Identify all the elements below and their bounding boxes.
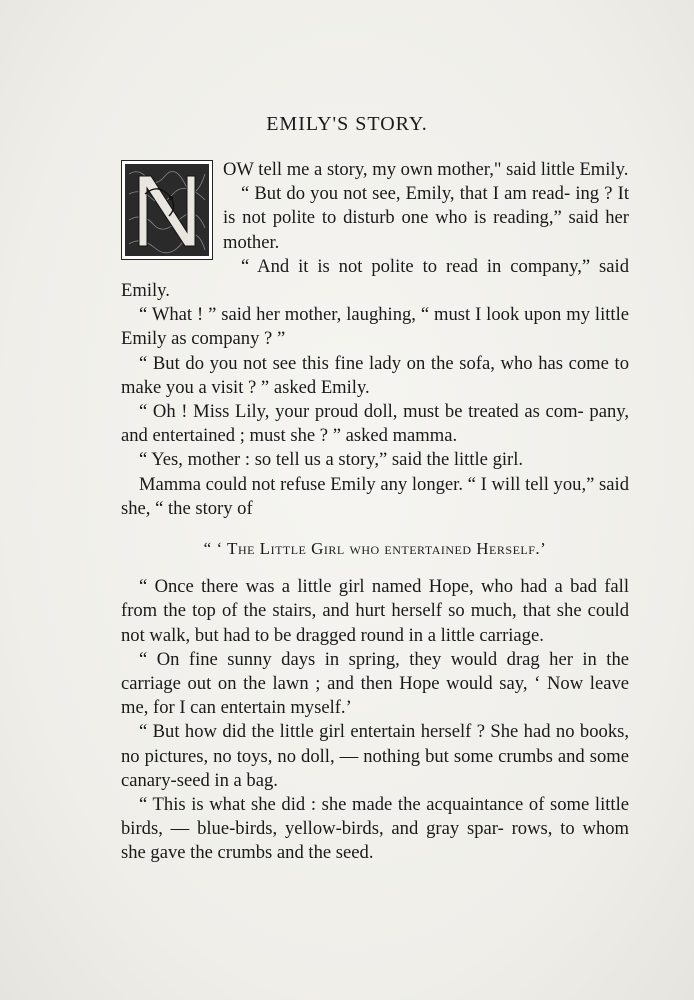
body-text [121, 158, 629, 866]
drop-cap-ornament-icon [125, 164, 209, 256]
paragraph: “ But do you not see, Emily, that I am read- ing ? It is not polite to disturb one who is reading,” said her mother. [223, 183, 629, 253]
story-paragraph: “ On fine sunny days in spring, they would drag her in the carriage out on the lawn ; and then Hope would say, ‘ Now leave me, for I can entertain myself.’ [121, 648, 629, 719]
opening-line: OW tell me a story, my own mother," said little Emily. [223, 159, 629, 180]
paragraph: “ Yes, mother : so tell us a story,” said the little girl. [139, 449, 524, 471]
paragraph: “ What ! ” said her mother, laughing, “ must I look upon my little Emily as company ? ” [121, 304, 629, 350]
story-paragraph: “ But how did the little girl entertain herself ? She had no books, no pictures, no toys, no doll, — nothing but some crumbs and some canary-seed in a bag. [121, 721, 629, 791]
paragraph: “ Oh ! Miss Lily, your proud doll, must be treated as com- pany, and entertained ; must she ? ” asked mamma. [121, 401, 629, 447]
story-paragraph: “ This is what she did : she made the acquaintance of some little birds, — blue-birds, yellow-birds, and gray spar- rows, to whom she gave the crumbs and the seed. [121, 794, 629, 864]
paragraph: “ But do you not see this fine lady on the sofa, who has come to make you a visit ? ” asked Emily. [121, 352, 629, 398]
ornamental-drop-cap-n [121, 160, 213, 260]
story-subheading: “ ‘ The Little Girl who entertained Herself.’ [203, 539, 547, 559]
paragraph: “ And it is not polite to read in company,” said Emily. [121, 255, 629, 302]
paragraph: Mamma could not refuse Emily any longer. “ I will tell you,” said she, “ the story of [121, 473, 629, 519]
page-title: EMILY'S STORY. [266, 113, 428, 135]
story-paragraph: “ Once there was a little girl named Hope, who had a bad fall from the top of the stairs, and hurt herself so much, that she could not walk, but had to be dragged round in a little carriage. [121, 576, 629, 646]
